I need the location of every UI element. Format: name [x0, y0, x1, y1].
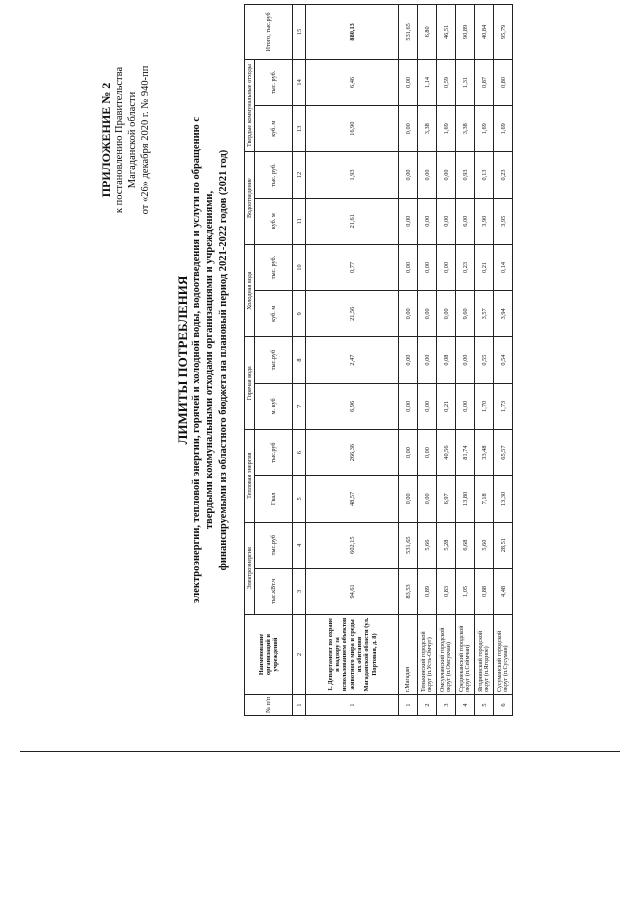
row-number: 5 — [475, 694, 494, 715]
table-cell: 21,56 — [306, 291, 399, 337]
heading-line-1: электроэнергии, тепловой энергии, горячей и холодной воды, водоотведения и услуги по обращению с — [190, 117, 202, 603]
territory-name: Среднеканский городской округ (п.Сеймчан) — [456, 615, 475, 695]
unit-rub-4: тыс. руб. — [255, 244, 293, 290]
table-cell: 6,68 — [456, 522, 475, 568]
row-number: 4 — [456, 694, 475, 715]
table-cell: 0,88 — [475, 568, 494, 614]
table-cell: 46,51 — [437, 5, 456, 60]
table-cell: 0,00 — [437, 152, 456, 198]
table-cell: 48,57 — [306, 476, 399, 522]
table-cell: 3,94 — [494, 291, 513, 337]
table-cell: 531,65 — [399, 5, 418, 60]
unit-rub-5: тыс. руб. — [255, 152, 293, 198]
rotated-document — [100, 0, 545, 720]
column-number: 10 — [293, 244, 306, 290]
unit-rub-6: тыс. руб. — [255, 59, 293, 105]
column-number: 15 — [293, 5, 306, 60]
column-number: 4 — [293, 522, 306, 568]
header-sewage: Водоотведение — [245, 152, 255, 245]
appendix-line-3: от «26» декабря 2020 г. № 940-пп — [140, 65, 151, 215]
column-number: 8 — [293, 337, 306, 383]
table-cell: 0,00 — [418, 291, 437, 337]
table-cell: 880,13 — [306, 5, 399, 60]
table-cell: 0,00 — [399, 291, 418, 337]
table-cell: 6,97 — [437, 476, 456, 522]
limits-table — [244, 4, 513, 716]
territory-name: Ягоднинский городской округ (п.Ягодное) — [475, 615, 494, 695]
table-row — [475, 5, 494, 716]
table-cell: 0,00 — [399, 106, 418, 152]
table-cell: 2,47 — [306, 337, 399, 383]
column-number: 2 — [293, 615, 306, 695]
unit-rub-2: тыс.руб — [255, 429, 293, 475]
heading-title: ЛИМИТЫ ПОТРЕБЛЕНИЯ — [175, 275, 190, 445]
table-cell: 0,13 — [475, 152, 494, 198]
table-cell: 0,08 — [437, 337, 456, 383]
table-cell: 0,77 — [306, 244, 399, 290]
table-cell: 40,84 — [475, 5, 494, 60]
territory-name: Тенькинский городской округ (п.Усть-Омчуг) — [418, 615, 437, 695]
table-cell: 0,00 — [437, 244, 456, 290]
table-cell: 0,00 — [437, 291, 456, 337]
table-cell: 0,00 — [399, 59, 418, 105]
table-cell: 21,61 — [306, 198, 399, 244]
unit-m3-hot: м. куб — [255, 383, 293, 429]
column-number: 14 — [293, 59, 306, 105]
table-cell: 0,59 — [437, 59, 456, 105]
column-number: 11 — [293, 198, 306, 244]
header-hot-water: Горячая вода — [245, 337, 255, 430]
table-cell: 0,00 — [418, 244, 437, 290]
table-cell: 0,54 — [494, 337, 513, 383]
header-num: № п/п — [245, 694, 293, 715]
table-cell: 94,61 — [306, 568, 399, 614]
row-number: 3 — [437, 694, 456, 715]
table-cell: 90,89 — [456, 5, 475, 60]
table-cell: 13,80 — [456, 476, 475, 522]
table-cell: 0,00 — [399, 198, 418, 244]
table-cell: 7,18 — [475, 476, 494, 522]
table-cell: 0,00 — [399, 152, 418, 198]
unit-m3-sewage: куб. м — [255, 198, 293, 244]
header-heat: Тепловая энергия — [245, 429, 255, 522]
table-cell: 65,57 — [494, 429, 513, 475]
row-number: 6 — [494, 694, 513, 715]
table-cell: 3,90 — [475, 198, 494, 244]
table-cell: 6,46 — [306, 59, 399, 105]
header-name: Наименование организаций и учреждений — [245, 615, 293, 695]
table-cell: 1,69 — [494, 106, 513, 152]
column-number: 6 — [293, 429, 306, 475]
table-cell: 0,00 — [399, 383, 418, 429]
table-cell: 531,65 — [399, 522, 418, 568]
table-cell: 1,70 — [475, 383, 494, 429]
column-number: 9 — [293, 291, 306, 337]
unit-gcal: Гкал — [255, 476, 293, 522]
column-number: 12 — [293, 152, 306, 198]
table-row — [399, 5, 418, 716]
row-number: 1 — [399, 694, 418, 715]
column-number-row — [293, 5, 306, 716]
table-cell: 3,38 — [418, 106, 437, 152]
table-cell: 6,96 — [306, 383, 399, 429]
table-cell: 5,66 — [418, 522, 437, 568]
appendix-line-2: Магаданской области — [127, 91, 138, 189]
table-cell: 0,00 — [418, 337, 437, 383]
unit-kwh: тыс.кВт.ч — [255, 568, 293, 614]
table-cell: 0,23 — [456, 244, 475, 290]
column-number: 1 — [293, 694, 306, 715]
unit-rub-1: тыс.руб — [255, 522, 293, 568]
table-cell: 16,90 — [306, 106, 399, 152]
table-cell: 5,28 — [437, 522, 456, 568]
table-cell: 4,48 — [494, 568, 513, 614]
appendix-title: ПРИЛОЖЕНИЕ № 2 — [99, 82, 113, 198]
heading-line-3: финансируемыми из областного бюджета на плановый период 2021-2022 годов (2021 год) — [217, 149, 229, 571]
unit-m3-cold: куб. м — [255, 291, 293, 337]
table-cell: 3,95 — [494, 198, 513, 244]
table-row — [437, 5, 456, 716]
territory-name: г.Магадан — [399, 615, 418, 695]
department-name: 1. Департамент по охране и надзору за использованием объектов животного мира и среды их обитания Магаданской области (ул. Портовая, д. 8) — [306, 615, 399, 695]
row-number: 1 — [306, 694, 399, 715]
column-number: 13 — [293, 106, 306, 152]
document-heading — [176, 0, 230, 720]
table-cell: 1,69 — [475, 106, 494, 152]
header-cold-water: Холодная вода — [245, 244, 255, 337]
table-cell: 266,36 — [306, 429, 399, 475]
table-cell: 0,00 — [418, 383, 437, 429]
table-cell: 0,93 — [456, 152, 475, 198]
table-row — [456, 5, 475, 716]
table-cell: 81,74 — [456, 429, 475, 475]
table-cell: 0,80 — [494, 59, 513, 105]
table-cell: 0,00 — [418, 152, 437, 198]
header-electricity: Электроэнергия — [245, 522, 255, 615]
table-cell: 0,00 — [399, 429, 418, 475]
table-cell: 83,53 — [399, 568, 418, 614]
table-body — [399, 5, 513, 716]
table-cell: 0,89 — [418, 568, 437, 614]
table-cell: 0,83 — [437, 568, 456, 614]
table-cell: 9,60 — [456, 291, 475, 337]
header-total: Итого, тыс.руб — [245, 5, 293, 60]
row-number: 2 — [418, 694, 437, 715]
table-cell: 0,00 — [418, 198, 437, 244]
column-number: 7 — [293, 383, 306, 429]
table-cell: 0,55 — [475, 337, 494, 383]
table-cell: 28,51 — [494, 522, 513, 568]
table-cell: 602,15 — [306, 522, 399, 568]
appendix-line-1: к постановлению Правительства — [114, 66, 125, 214]
header-waste: Твердые коммунальные отходы — [245, 59, 255, 152]
table-cell: 0,14 — [494, 244, 513, 290]
appendix-block — [100, 0, 152, 280]
table-cell: 33,48 — [475, 429, 494, 475]
table-cell: 0,00 — [399, 476, 418, 522]
table-cell: 0,00 — [437, 198, 456, 244]
table-cell: 40,56 — [437, 429, 456, 475]
territory-name: Сусуманский городской округ (п.Сусуман) — [494, 615, 513, 695]
table-cell: 0,00 — [399, 244, 418, 290]
page-divider — [20, 751, 620, 752]
table-row — [418, 5, 437, 716]
table-cell: 5,60 — [475, 522, 494, 568]
table-cell: 1,73 — [494, 383, 513, 429]
column-number: 3 — [293, 568, 306, 614]
heading-line-2: твердыми коммунальными отходами организациями и учреждениями, — [204, 190, 215, 530]
table-cell: 6,00 — [456, 198, 475, 244]
unit-rub-3: тыс.руб — [255, 337, 293, 383]
table-cell: 0,00 — [456, 383, 475, 429]
table-cell: 3,57 — [475, 291, 494, 337]
table-cell: 3,38 — [456, 106, 475, 152]
table-cell: 0,23 — [494, 152, 513, 198]
table-cell: 0,00 — [456, 337, 475, 383]
table-cell: 1,31 — [456, 59, 475, 105]
table-cell: 13,30 — [494, 476, 513, 522]
table-cell: 0,00 — [418, 429, 437, 475]
table-cell: 1,69 — [437, 106, 456, 152]
table-row — [494, 5, 513, 716]
table-cell: 1,93 — [306, 152, 399, 198]
table-cell: 95,79 — [494, 5, 513, 60]
table-cell: 0,00 — [399, 337, 418, 383]
table-cell: 1,14 — [418, 59, 437, 105]
unit-m3-waste: куб. м — [255, 106, 293, 152]
table-cell: 0,21 — [475, 244, 494, 290]
table-cell: 0,87 — [475, 59, 494, 105]
column-number: 5 — [293, 476, 306, 522]
department-row — [306, 5, 399, 716]
table-cell: 6,80 — [418, 5, 437, 60]
territory-name: Омсукчанский городской округ (п.Омсукчан) — [437, 615, 456, 695]
table-cell: 0,00 — [418, 476, 437, 522]
table-cell: 1,05 — [456, 568, 475, 614]
table-cell: 0,21 — [437, 383, 456, 429]
